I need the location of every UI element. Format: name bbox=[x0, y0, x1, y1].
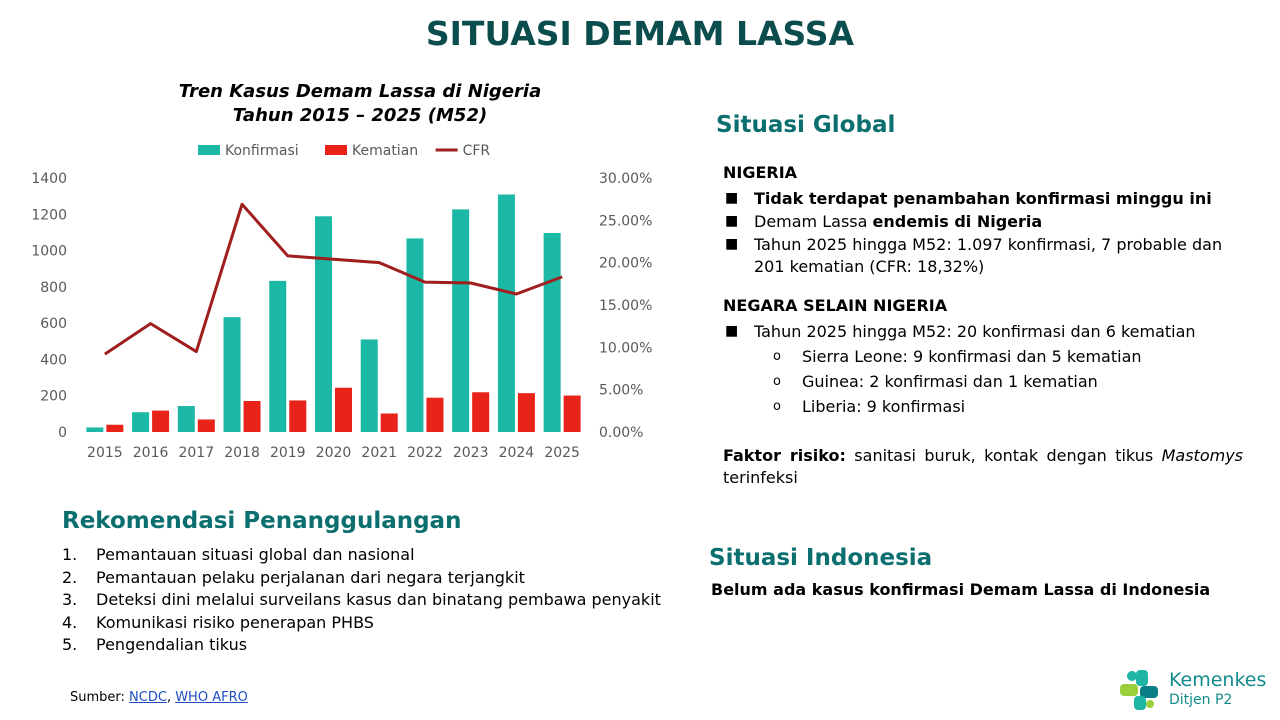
y-left-tick-label: 400 bbox=[40, 352, 67, 369]
x-tick-label: 2025 bbox=[544, 445, 580, 461]
x-tick-label: 2024 bbox=[498, 445, 535, 461]
y-right-tick-label: 10.00% bbox=[599, 340, 653, 357]
y-right-tick-label: 25.00% bbox=[599, 213, 653, 230]
bar-kematian-2022 bbox=[426, 398, 443, 432]
bar-kematian-2017 bbox=[198, 419, 215, 432]
list-item bbox=[62, 567, 661, 590]
risk-text: sanitasi buruk, kontak dengan tikus bbox=[845, 446, 1162, 465]
list-text: Deteksi dini melalui surveilans kasus dan binatang pembawa penyakit bbox=[96, 590, 661, 609]
other-countries-list bbox=[723, 321, 1243, 418]
x-tick-label: 2021 bbox=[361, 445, 398, 461]
bar-konfirmasi-2022 bbox=[406, 238, 423, 432]
y-right-tick-label: 30.00% bbox=[599, 171, 653, 187]
bar-konfirmasi-2019 bbox=[269, 281, 286, 432]
list-text: Pengendalian tikus bbox=[96, 635, 248, 654]
list-item bbox=[62, 589, 661, 612]
nigeria-list bbox=[723, 188, 1243, 278]
y-left-tick-label: 1400 bbox=[31, 171, 67, 187]
country-sierra-leone: Sierra Leone: 9 konfirmasi dan 5 kematian bbox=[802, 347, 1142, 366]
bar-kematian-2025 bbox=[564, 396, 581, 432]
global-section bbox=[723, 162, 1243, 489]
risk-factor bbox=[723, 445, 1243, 489]
x-tick-label: 2020 bbox=[315, 445, 352, 461]
bar-kematian-2018 bbox=[244, 401, 261, 432]
other-summary: Tahun 2025 hingga M52: 20 konfirmasi dan 6 kematian bbox=[754, 322, 1196, 341]
legend-label-konfirmasi: Konfirmasi bbox=[225, 143, 299, 159]
bar-kematian-2016 bbox=[152, 411, 169, 432]
global-heading: Situasi Global bbox=[716, 112, 896, 138]
recommendation-list bbox=[62, 544, 661, 657]
legend-label-kematian: Kematian bbox=[352, 143, 419, 159]
x-tick-label: 2023 bbox=[452, 445, 489, 461]
circle-bullet-icon: o bbox=[773, 349, 781, 364]
square-bullet-icon: ■ bbox=[725, 190, 739, 206]
nigeria-item-2-pre: Demam Lassa bbox=[754, 212, 873, 231]
source-note bbox=[70, 690, 248, 705]
x-tick-label: 2015 bbox=[87, 445, 123, 461]
list-item bbox=[723, 371, 1243, 393]
y-left-tick-label: 1200 bbox=[31, 207, 67, 224]
list-item bbox=[62, 634, 661, 657]
other-countries-heading: NEGARA SELAIN NIGERIA bbox=[723, 296, 948, 315]
list-text: Pemantauan pelaku perjalanan dari negara terjangkit bbox=[96, 567, 525, 587]
chart-title-line1: Tren Kasus Demam Lassa di Nigeria bbox=[178, 81, 542, 102]
list-number: 5. bbox=[62, 635, 78, 654]
legend-swatch-kematian bbox=[325, 145, 347, 155]
legend-swatch-konfirmasi bbox=[198, 145, 220, 155]
y-right-tick-label: 15.00% bbox=[599, 298, 653, 314]
x-tick-label: 2017 bbox=[178, 445, 215, 461]
risk-italic: Mastomys bbox=[1161, 446, 1244, 465]
country-guinea: Guinea: 2 konfirmasi dan 1 kematian bbox=[802, 372, 1098, 391]
bar-kematian-2023 bbox=[472, 392, 489, 432]
chart-title-line2: Tahun 2015 – 2025 (M52) bbox=[232, 105, 488, 126]
list-item bbox=[723, 396, 1243, 418]
list-text: Komunikasi risiko penerapan PHBS bbox=[96, 612, 374, 632]
indonesia-heading: Situasi Indonesia bbox=[709, 545, 933, 571]
y-left-tick-label: 200 bbox=[40, 388, 67, 405]
page-title: SITUASI DEMAM LASSA bbox=[425, 14, 855, 53]
list-number: 3. bbox=[62, 590, 78, 609]
recommendation-heading: Rekomendasi Penanggulangan bbox=[62, 508, 462, 534]
legend-label-cfr: CFR bbox=[462, 143, 491, 159]
x-tick-label: 2022 bbox=[407, 445, 443, 461]
list-number: 4. bbox=[62, 612, 78, 632]
circle-bullet-icon: o bbox=[773, 374, 781, 389]
source-link-ncdc[interactable]: NCDC bbox=[129, 690, 167, 705]
bar-konfirmasi-2020 bbox=[315, 216, 332, 432]
list-item bbox=[723, 321, 1243, 343]
bar-konfirmasi-2025 bbox=[544, 233, 561, 432]
x-tick-label: 2016 bbox=[132, 445, 169, 461]
nigeria-heading: NIGERIA bbox=[723, 163, 798, 182]
kemenkes-logo-icon bbox=[1116, 664, 1166, 714]
square-bullet-icon: ■ bbox=[725, 213, 739, 229]
square-bullet-icon: ■ bbox=[725, 323, 739, 339]
source-link-who-afro[interactable]: WHO AFRO bbox=[175, 690, 248, 705]
risk-tail: terinfeksi bbox=[723, 468, 798, 487]
y-left-tick-label: 1000 bbox=[31, 243, 67, 260]
country-liberia: Liberia: 9 konfirmasi bbox=[802, 397, 966, 416]
trend-chart bbox=[0, 130, 700, 470]
bar-kematian-2021 bbox=[381, 413, 398, 432]
risk-label: Faktor risiko: bbox=[723, 446, 846, 465]
bar-konfirmasi-2015 bbox=[86, 427, 103, 432]
line-cfr bbox=[105, 204, 562, 354]
nigeria-item-1: Tidak terdapat penambahan konfirmasi minggu ini bbox=[754, 189, 1212, 208]
list-item bbox=[723, 188, 1243, 210]
y-left-tick-label: 600 bbox=[40, 316, 67, 333]
bar-kematian-2024 bbox=[518, 393, 535, 432]
y-right-tick-label: 0.00% bbox=[599, 425, 644, 441]
bar-kematian-2019 bbox=[289, 400, 306, 432]
list-item bbox=[723, 346, 1243, 368]
list-item bbox=[62, 544, 661, 567]
source-separator: , bbox=[166, 690, 176, 705]
nigeria-item-3: Tahun 2025 hingga M52: 1.097 konfirmasi, 7 probable dan 201 kematian (CFR: 18,32%) bbox=[754, 235, 1223, 276]
circle-bullet-icon: o bbox=[773, 399, 781, 414]
y-right-tick-label: 20.00% bbox=[599, 255, 653, 272]
bar-konfirmasi-2023 bbox=[452, 209, 469, 432]
bar-konfirmasi-2021 bbox=[361, 339, 378, 432]
x-tick-label: 2019 bbox=[269, 445, 306, 461]
indonesia-text: Belum ada kasus konfirmasi Demam Lassa di Indonesia bbox=[711, 580, 1211, 599]
logo-sub: Ditjen P2 bbox=[1169, 692, 1233, 708]
list-item bbox=[723, 234, 1243, 278]
list-number: 1. bbox=[62, 545, 78, 564]
y-left-tick-label: 0 bbox=[58, 425, 67, 441]
bar-kematian-2020 bbox=[335, 388, 352, 432]
y-left-tick-label: 800 bbox=[40, 279, 67, 296]
x-tick-label: 2018 bbox=[224, 445, 260, 461]
list-number: 2. bbox=[62, 567, 78, 587]
list-item bbox=[723, 211, 1243, 233]
kemenkes-logo bbox=[1116, 664, 1276, 714]
chart-title bbox=[130, 80, 590, 128]
bar-konfirmasi-2018 bbox=[224, 317, 241, 432]
list-text: Pemantauan situasi global dan nasional bbox=[96, 545, 415, 564]
source-label: Sumber: bbox=[70, 690, 130, 705]
square-bullet-icon: ■ bbox=[725, 236, 739, 252]
y-right-tick-label: 5.00% bbox=[599, 382, 644, 399]
logo-name: Kemenkes bbox=[1169, 669, 1267, 691]
bar-konfirmasi-2024 bbox=[498, 195, 515, 432]
list-item bbox=[62, 612, 661, 635]
bar-konfirmasi-2017 bbox=[178, 406, 195, 432]
bar-konfirmasi-2016 bbox=[132, 412, 149, 432]
nigeria-item-2-bold: endemis di Nigeria bbox=[872, 212, 1043, 231]
bar-kematian-2015 bbox=[106, 425, 123, 432]
